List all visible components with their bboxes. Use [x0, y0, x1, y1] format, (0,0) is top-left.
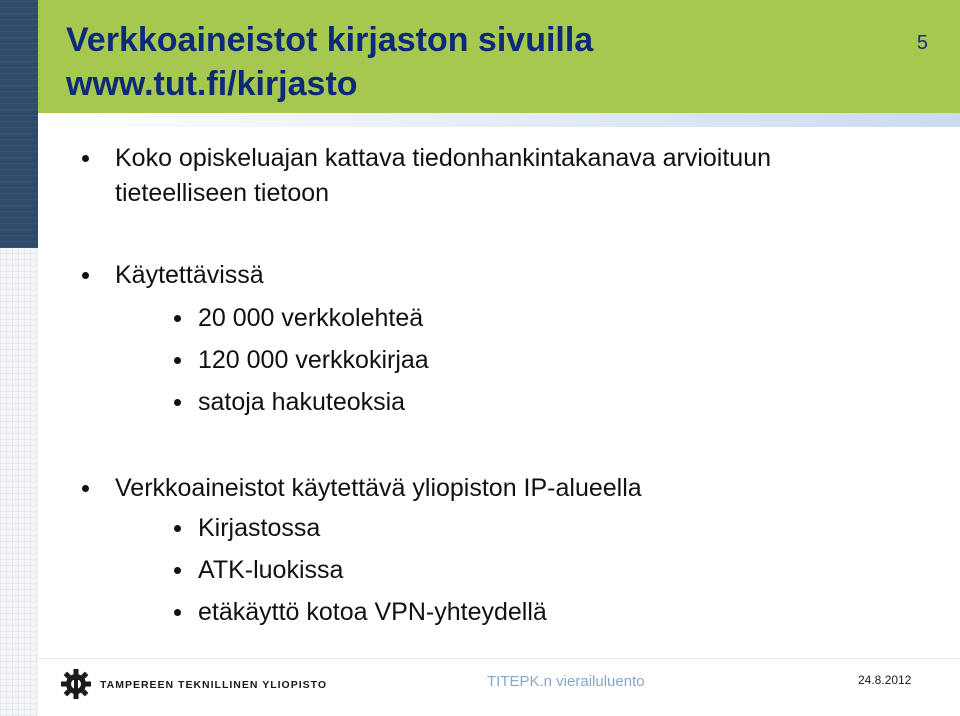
slide-title-line-2: www.tut.fi/kirjasto: [66, 65, 358, 103]
bullet-3-sub-1: Kirjastossa: [198, 514, 321, 542]
bullet-dot: [82, 155, 89, 162]
footer-divider: [38, 658, 960, 659]
bullet-2-sub-3: satoja hakuteoksia: [198, 388, 406, 416]
bullet-2-sub-2: 120 000 verkkokirjaa: [198, 346, 429, 374]
sub-bullet-dot: [174, 525, 181, 532]
sub-bullet-dot: [174, 609, 181, 616]
bullet-3-text: Verkkoaineistot käytettävä yliopiston IP-alueella: [115, 474, 642, 502]
bullet-1-line-1: Koko opiskeluajan kattava tiedonhankintakanava arvioituun: [115, 144, 772, 172]
bullet-3-sub-3: etäkäyttö kotoa VPN-yhteydellä: [198, 598, 547, 626]
sub-bullet-dot: [174, 315, 181, 322]
bullet-2-sub-1: 20 000 verkkolehteä: [198, 304, 424, 332]
bullet-3-sub-2: ATK-luokissa: [198, 556, 344, 584]
sub-bullet-dot: [174, 399, 181, 406]
slide-title-line-1: Verkkoaineistot kirjaston sivuilla: [66, 21, 594, 59]
university-gear-logo-icon: [60, 668, 92, 700]
bullet-dot: [82, 272, 89, 279]
bullet-dot: [82, 485, 89, 492]
bullet-1-line-2: tieteelliseen tietoon: [115, 179, 330, 207]
footer-date: 24.8.2012: [858, 673, 912, 687]
sub-bullet-dot: [174, 357, 181, 364]
university-name: TAMPEREEN TEKNILLINEN YLIOPISTO: [100, 679, 328, 691]
bullet-2-text: Käytettävissä: [115, 261, 264, 289]
slide-number: 5: [916, 32, 928, 54]
footer-presentation-title: TITEPK.n vierailuluento: [487, 673, 645, 690]
sub-bullet-dot: [174, 567, 181, 574]
